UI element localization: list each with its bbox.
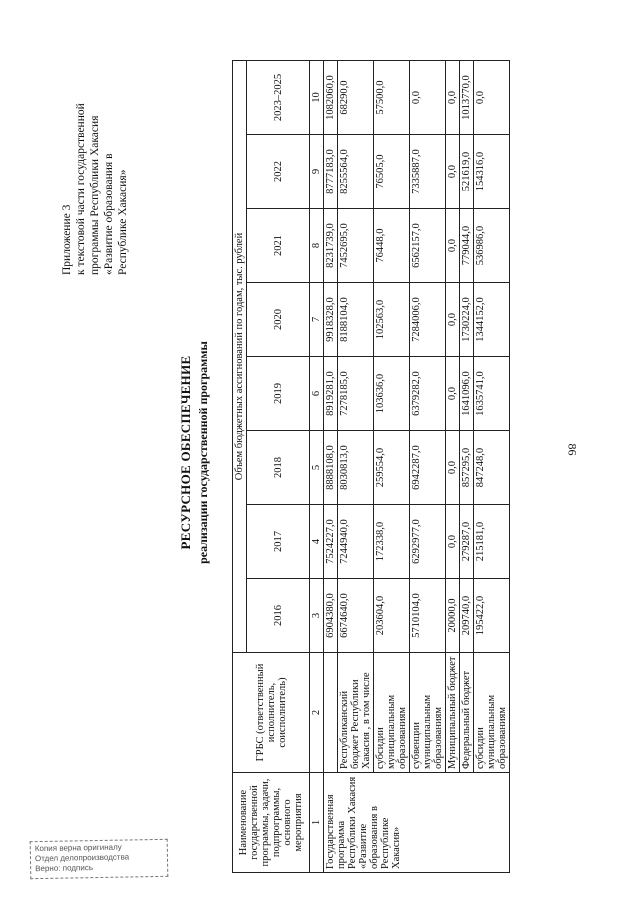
source-cell: Муниципальный бюджет (446, 653, 460, 773)
value-cell: 8030813,0 (338, 431, 374, 505)
value-cell: 0,0 (474, 61, 510, 135)
value-cell: 536986,0 (474, 209, 510, 283)
source-cell: субсидии муниципальным образованиям (474, 653, 510, 773)
value-cell: 1013770,0 (460, 61, 474, 135)
annex-line: программы Республики Хакасия (89, 115, 101, 275)
value-cell: 847248,0 (474, 431, 510, 505)
table-row (374, 61, 410, 873)
value-cell: 209740,0 (460, 579, 474, 653)
value-cell: 0,0 (446, 505, 460, 579)
table-row (324, 61, 338, 873)
value-cell: 1730224,0 (460, 283, 474, 357)
col-name-header: Наименование государственной программы, задачи, подпрограммы, основного мероприятия (233, 773, 310, 873)
value-cell: 9918328,0 (324, 283, 338, 357)
value-cell: 20000,0 (446, 579, 460, 653)
table-row (460, 61, 474, 873)
index-cell: 4 (310, 505, 324, 579)
year-header: 2022 (247, 135, 310, 209)
index-cell: 10 (310, 61, 324, 135)
value-cell: 1082060,0 (324, 61, 338, 135)
value-cell: 1344152,0 (474, 283, 510, 357)
document-title: РЕСУРСНОЕ ОБЕСПЕЧЕНИЕ (178, 355, 193, 550)
year-header: 2017 (247, 505, 310, 579)
annex-line: Приложение 3 (61, 204, 73, 275)
value-cell: 6292977,0 (410, 505, 446, 579)
value-cell: 5710104,0 (410, 579, 446, 653)
value-cell: 215181,0 (474, 505, 510, 579)
page-number: 86 (565, 443, 580, 456)
stamp-line: Отдел делопроизводства (34, 852, 130, 864)
index-cell: 5 (310, 431, 324, 505)
value-cell: 76448,0 (374, 209, 410, 283)
table-row (446, 61, 460, 873)
value-cell: 103636,0 (374, 357, 410, 431)
source-cell (324, 653, 338, 773)
value-cell: 0,0 (446, 61, 460, 135)
year-header: 2018 (247, 431, 310, 505)
value-cell: 0,0 (446, 135, 460, 209)
value-cell: 521619,0 (460, 135, 474, 209)
value-cell: 8255564,0 (338, 135, 374, 209)
annex-note (60, 25, 130, 275)
budget-group-header: Объем бюджетных ассигнований по годам, тыс. рублей (233, 61, 247, 653)
value-cell: 7278185,0 (338, 357, 374, 431)
value-cell: 8888108,0 (324, 431, 338, 505)
index-cell: 8 (310, 209, 324, 283)
stamp-line: Копия верна оригиналу (34, 842, 122, 854)
program-name-cell: Государственная программа Республики Хакасия «Развитие образования в Республике Хакасия» (324, 773, 510, 873)
value-cell: 1641096,0 (460, 357, 474, 431)
value-cell: 7452695,0 (338, 209, 374, 283)
index-cell: 7 (310, 283, 324, 357)
stamp-line: Верно: подпись (35, 863, 94, 874)
value-cell: 1635741,0 (474, 357, 510, 431)
value-cell: 779044,0 (460, 209, 474, 283)
value-cell: 8777183,0 (324, 135, 338, 209)
index-cell: 3 (310, 579, 324, 653)
value-cell: 6379282,0 (410, 357, 446, 431)
value-cell: 172338,0 (374, 505, 410, 579)
value-cell: 0,0 (446, 431, 460, 505)
value-cell: 8919281,0 (324, 357, 338, 431)
value-cell: 154316,0 (474, 135, 510, 209)
value-cell: 0,0 (446, 357, 460, 431)
value-cell: 857295,0 (460, 431, 474, 505)
value-cell: 0,0 (446, 209, 460, 283)
year-header: 2019 (247, 357, 310, 431)
value-cell: 6904380,0 (324, 579, 338, 653)
year-header: 2016 (247, 579, 310, 653)
value-cell: 259554,0 (374, 431, 410, 505)
value-cell: 68290,0 (338, 61, 374, 135)
value-cell: 76505,0 (374, 135, 410, 209)
index-cell: 6 (310, 357, 324, 431)
source-cell: субсидии муниципальным образованиям (374, 653, 410, 773)
index-row (310, 61, 324, 873)
value-cell: 0,0 (410, 61, 446, 135)
value-cell: 6562157,0 (410, 209, 446, 283)
index-cell: 2 (310, 653, 324, 773)
header-row (233, 61, 247, 873)
document-heading (178, 0, 211, 905)
document-subtitle: реализации государственной программы (196, 341, 210, 564)
col-grbs-header: ГРБС (ответственный исполнитель, соисполнитель) (233, 653, 310, 773)
annex-line: Республике Хакасия» (117, 169, 129, 275)
value-cell: 0,0 (446, 283, 460, 357)
value-cell: 279287,0 (460, 505, 474, 579)
value-cell: 7284006,0 (410, 283, 446, 357)
index-cell: 1 (310, 773, 324, 873)
table-row (338, 61, 374, 873)
source-cell: Федеральный бюджет (460, 653, 474, 773)
table-row (410, 61, 446, 873)
value-cell: 7244940,0 (338, 505, 374, 579)
annex-line: к текстовой части государственной (75, 103, 87, 275)
source-cell: Республиканский бюджет Республики Хакасия , в том числе (338, 653, 374, 773)
value-cell: 7335887,0 (410, 135, 446, 209)
value-cell: 203604,0 (374, 579, 410, 653)
value-cell: 6674640,0 (338, 579, 374, 653)
value-cell: 195422,0 (474, 579, 510, 653)
resource-table (232, 60, 510, 873)
annex-line: «Развитие образования в (103, 153, 115, 275)
year-header: 2023–2025 (247, 61, 310, 135)
table-row (474, 61, 510, 873)
value-cell: 6942287,0 (410, 431, 446, 505)
value-cell: 7524227,0 (324, 505, 338, 579)
value-cell: 57500,0 (374, 61, 410, 135)
value-cell: 8231739,0 (324, 209, 338, 283)
source-cell: субвенции муниципальным образованиям (410, 653, 446, 773)
year-header: 2021 (247, 209, 310, 283)
year-header: 2020 (247, 283, 310, 357)
value-cell: 102563,0 (374, 283, 410, 357)
index-cell: 9 (310, 135, 324, 209)
certification-stamp (30, 839, 169, 879)
value-cell: 8188104,0 (338, 283, 374, 357)
